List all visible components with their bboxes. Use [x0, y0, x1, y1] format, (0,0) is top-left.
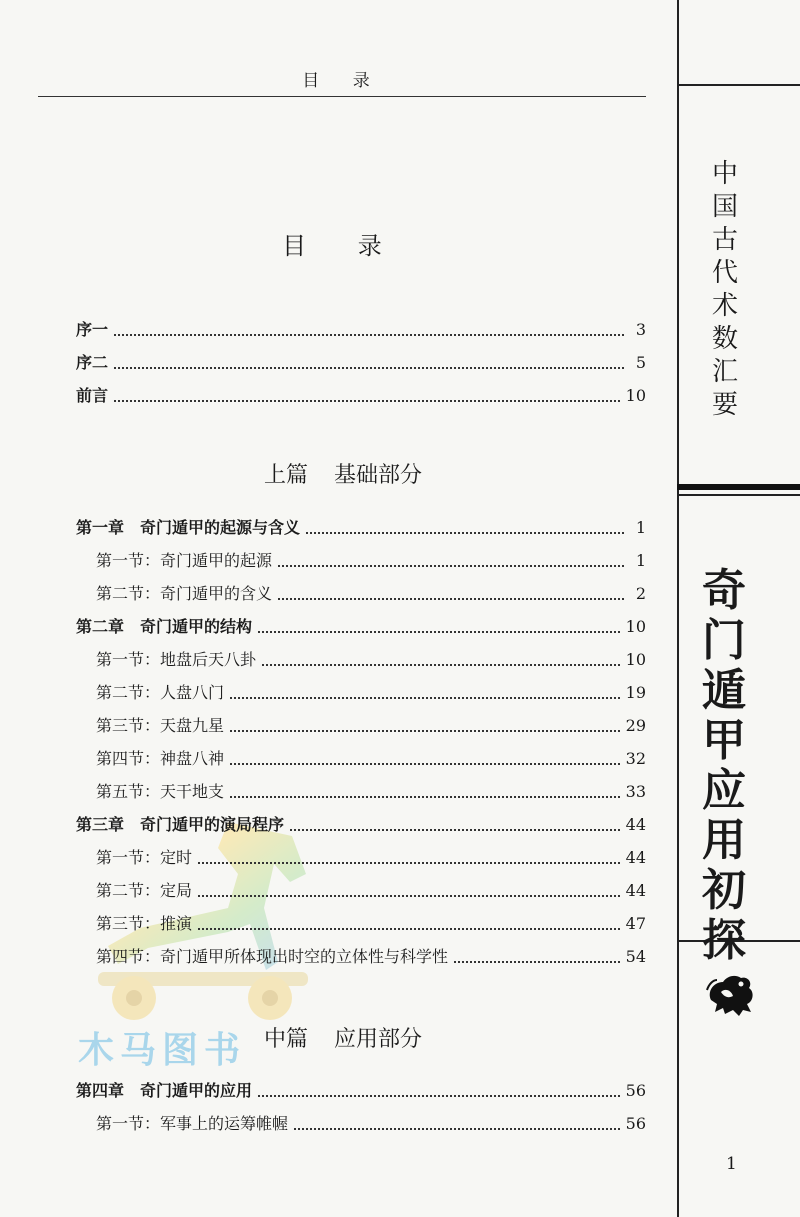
toc-row-page: 19 — [625, 683, 646, 702]
toc-row-page: 10 — [625, 617, 646, 636]
toc-row-label: 第二节：奇门遁甲的含义 — [96, 584, 273, 603]
page-number: 1 — [726, 1154, 737, 1174]
toc-row-chapter[interactable] — [76, 1073, 646, 1101]
header-rule — [38, 96, 646, 97]
dot-leader — [230, 697, 620, 699]
dot-leader — [262, 664, 620, 666]
toc-title: 目 录 — [282, 232, 404, 260]
toc-row-page: 56 — [625, 1114, 646, 1133]
dot-leader — [114, 367, 624, 369]
spine-thick-rule — [677, 484, 800, 490]
toc-row-page: 32 — [625, 749, 646, 768]
part-heading-number: 中篇 — [263, 1027, 308, 1052]
toc-row-preface-2[interactable] — [76, 345, 646, 373]
toc-row-label: 第五节：天干地支 — [96, 782, 225, 801]
toc-row-section[interactable] — [96, 675, 646, 703]
toc-row-section[interactable] — [96, 774, 646, 802]
toc-row-preface-1[interactable] — [76, 312, 646, 340]
toc-row-page: 29 — [625, 716, 646, 735]
toc-row-chapter[interactable] — [76, 609, 646, 637]
toc-row-page: 44 — [625, 815, 646, 834]
toc-row-page: 10 — [625, 386, 646, 405]
toc-row-label: 第三节：推演 — [96, 914, 193, 933]
toc-row-label: 第四节：神盘八神 — [96, 749, 225, 768]
toc-row-label: 第二章 奇门遁甲的结构 — [76, 617, 253, 636]
watermark-text: 木马图书 — [78, 1030, 247, 1071]
toc-row-page: 56 — [625, 1081, 646, 1100]
dot-leader — [114, 400, 620, 402]
toc-row-page: 1 — [635, 551, 646, 570]
toc-row-label: 第三节：天盘九星 — [96, 716, 225, 735]
dot-leader — [294, 1128, 620, 1130]
toc-row-section[interactable] — [96, 543, 646, 571]
dot-leader — [198, 928, 620, 930]
toc-row-label: 第一节：军事上的运筹帷幄 — [96, 1114, 289, 1133]
part-heading-name: 应用部分 — [334, 1027, 423, 1052]
toc-row-label: 前言 — [76, 386, 109, 405]
toc-row-label: 第一章 奇门遁甲的起源与含义 — [76, 518, 301, 537]
toc-row-section[interactable] — [96, 642, 646, 670]
toc-row-section[interactable] — [96, 708, 646, 736]
toc-row-page: 3 — [635, 320, 646, 339]
toc-row-page: 10 — [625, 650, 646, 669]
toc-row-page: 5 — [635, 353, 646, 372]
toc-row-label: 第一节：定时 — [96, 848, 193, 867]
dot-leader — [198, 862, 620, 864]
part-heading — [40, 1022, 646, 1053]
toc-row-page: 44 — [625, 848, 646, 867]
toc-row-label: 序二 — [76, 353, 109, 372]
dot-leader — [454, 961, 620, 963]
toc-row-page: 54 — [625, 947, 646, 966]
toc-row-label: 第三章 奇门遁甲的演局程序 — [76, 815, 285, 834]
toc-row-label: 第一节：奇门遁甲的起源 — [96, 551, 273, 570]
part-heading — [40, 458, 646, 489]
dot-leader — [230, 796, 620, 798]
spine-rule — [677, 494, 800, 496]
dot-leader — [258, 631, 620, 633]
dot-leader — [290, 829, 620, 831]
toc-row-section[interactable] — [96, 576, 646, 604]
spine-border — [677, 0, 679, 1217]
toc-row-label: 第四节：奇门遁甲所体现出时空的立体性与科学性 — [96, 947, 449, 966]
mythical-beast-emblem-icon — [703, 970, 757, 1020]
toc-row-page: 47 — [625, 914, 646, 933]
spine-rule — [677, 84, 800, 86]
toc-row-label: 序一 — [76, 320, 109, 339]
dot-leader — [278, 598, 624, 600]
toc-row-label: 第二节：定局 — [96, 881, 193, 900]
toc-row-label: 第一节：地盘后天八卦 — [96, 650, 257, 669]
toc-row-label: 第四章 奇门遁甲的应用 — [76, 1081, 253, 1100]
toc-row-section[interactable] — [96, 741, 646, 769]
toc-row-chapter[interactable] — [76, 510, 646, 538]
toc-row-section[interactable] — [96, 939, 646, 967]
dot-leader — [114, 334, 624, 336]
toc-row-section[interactable] — [96, 840, 646, 868]
running-head: 目 录 — [302, 71, 384, 91]
dot-leader — [278, 565, 624, 567]
toc-row-page: 44 — [625, 881, 646, 900]
toc-row-section[interactable] — [96, 906, 646, 934]
toc-row-page: 33 — [625, 782, 646, 801]
toc-row-page: 1 — [635, 518, 646, 537]
dot-leader — [306, 532, 624, 534]
dot-leader — [230, 730, 620, 732]
toc-row-section[interactable] — [96, 873, 646, 901]
dot-leader — [230, 763, 620, 765]
toc-row-page: 2 — [635, 584, 646, 603]
toc-row-chapter[interactable] — [76, 807, 646, 835]
dot-leader — [258, 1095, 620, 1097]
book-title: 奇门遁甲应用初探 — [702, 565, 746, 966]
toc-row-label: 第二节：人盘八门 — [96, 683, 225, 702]
series-title: 中国古代术数汇要 — [711, 159, 738, 420]
part-heading-number: 上篇 — [263, 463, 308, 488]
part-heading-name: 基础部分 — [334, 463, 423, 488]
toc-row-section[interactable] — [96, 1106, 646, 1134]
dot-leader — [198, 895, 620, 897]
toc-row-foreword[interactable] — [76, 378, 646, 406]
